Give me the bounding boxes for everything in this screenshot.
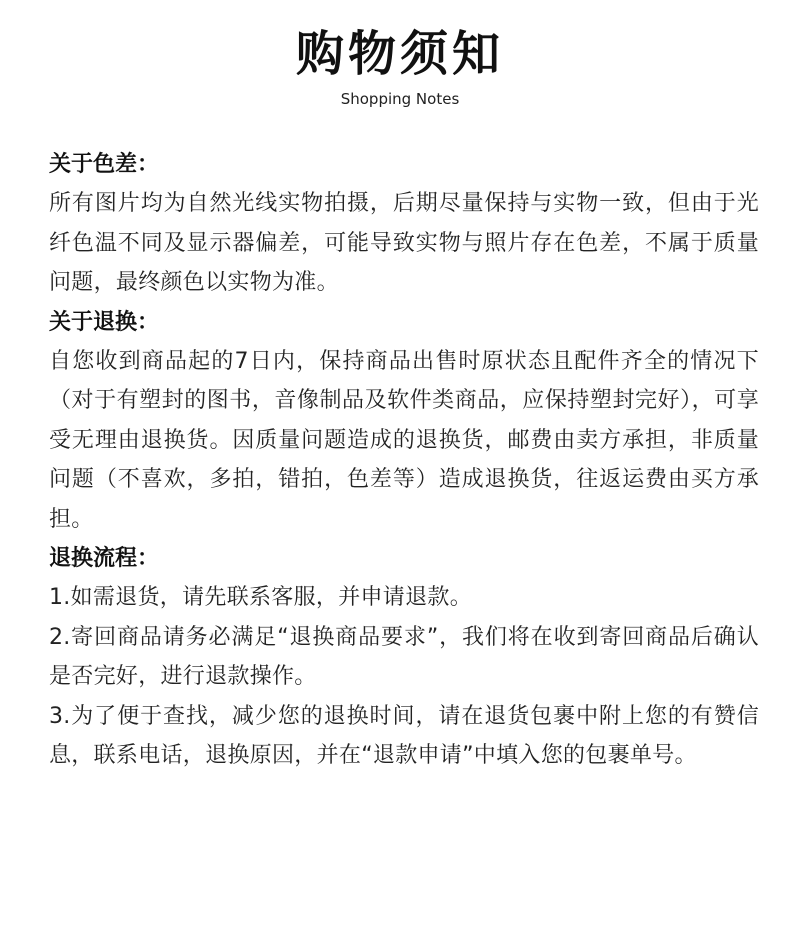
header [0, 0, 800, 110]
page-subtitle: Shopping Notes [340, 90, 460, 108]
section-returns [49, 303, 759, 540]
section-heading: 关于色差： [49, 152, 160, 177]
section-color-difference [49, 145, 759, 303]
section-return-process [49, 539, 759, 776]
section-paragraph: 所有图片均为自然光线实物拍摄，后期尽量保持与实物一致，但由于光纤色温不同及显示器偏差，可能导致实物与照片存在色差，不属于质量问题，最终颜色以实物为准。 [49, 191, 759, 295]
process-step-3: 3.为了便于查找，减少您的退换时间，请在退货包裹中附上您的有赞信息，联系电话，退换原因，并在“退款申请”中填入您的包裹单号。 [49, 703, 759, 768]
notes-content [49, 145, 759, 776]
section-heading: 退换流程： [49, 546, 160, 571]
section-paragraph: 自您收到商品起的7日内，保持商品出售时原状态且配件齐全的情况下（对于有塑封的图书，音像制品及软件类商品，应保持塑封完好），可享受无理由退换货。因质量问题造成的退换货，邮费由卖方承担，非质量问题（不喜欢，多拍，错拍，色差等）造成退换货，往返运费由买方承担。 [49, 348, 759, 532]
process-step-2: 2.寄回商品请务必满足“退换商品要求”，我们将在收到寄回商品后确认是否完好，进行退款操作。 [49, 624, 759, 689]
process-step-1: 1.如需退货，请先联系客服，并申请退款。 [49, 585, 472, 610]
page-title: 购物须知 [295, 26, 504, 82]
section-heading: 关于退换： [49, 309, 160, 335]
